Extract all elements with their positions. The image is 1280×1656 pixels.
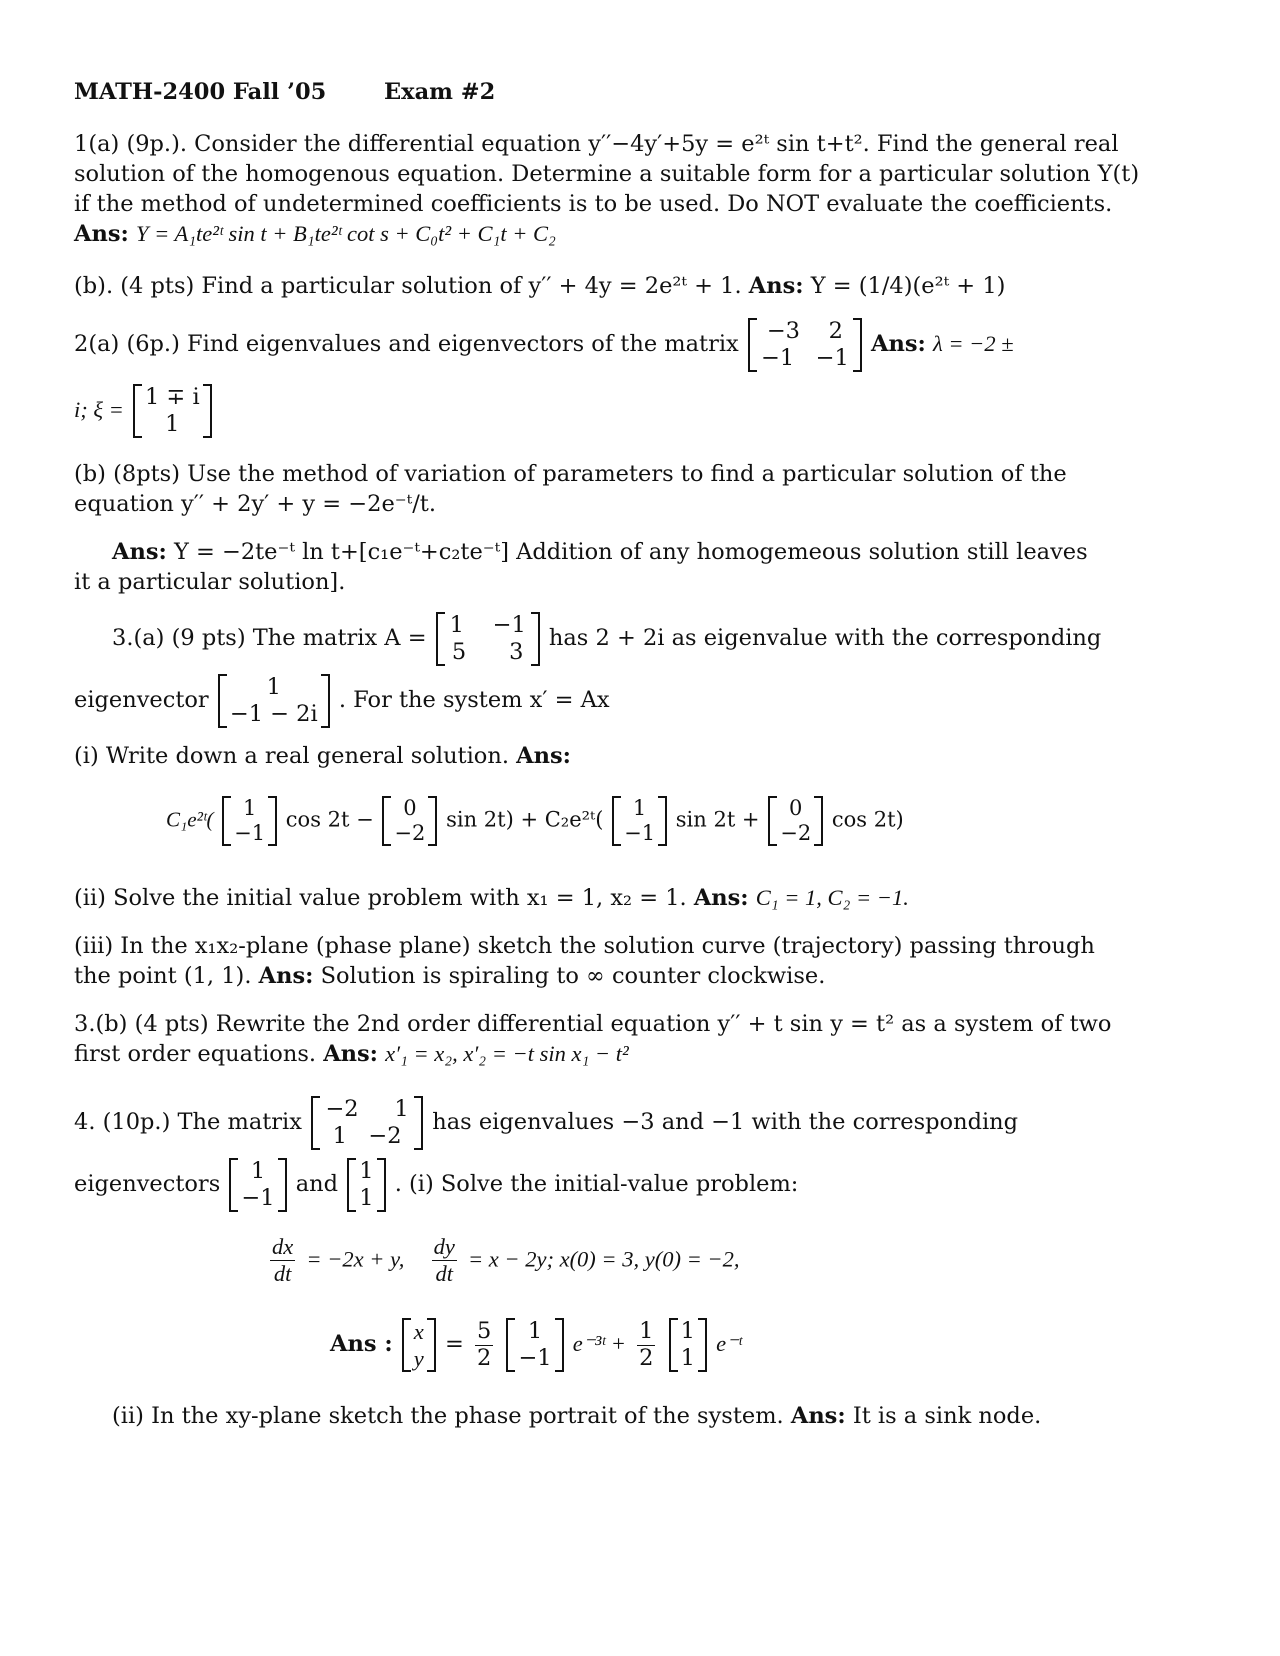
q2a-text: 2(a) (6p.) Find eigenvalues and eigenvectors of the matrix [74, 331, 739, 357]
q2b-answer-cont: it a particular solution]. [74, 569, 346, 595]
fraction-numerator: dy [433, 1234, 455, 1259]
q4-part-i: . (i) Solve the initial-value problem: [394, 1171, 799, 1197]
matrix-cell: −1 [492, 612, 526, 638]
vector-entry: 1 [632, 796, 647, 820]
vector-entry: 1 ∓ i [144, 384, 200, 410]
q3b-text: first order equations. [74, 1041, 317, 1067]
matrix-cell: 2 [828, 318, 843, 344]
matrix-cell: 1 [332, 1123, 347, 1149]
q4-answer [330, 1318, 742, 1372]
q3a-eigenvector [216, 674, 332, 728]
q1a-line-1: 1(a) (9p.). Consider the differential equation y′′−4y′+5y = e²ᵗ sin t+t². Find the general real [74, 131, 1119, 157]
vector-entry: y [413, 1346, 424, 1371]
q3a-part-i [74, 742, 571, 770]
q4-eigenvector-2 [345, 1158, 387, 1212]
fraction-denominator: 2 [639, 1344, 654, 1371]
q4-intro [74, 1096, 1018, 1150]
vector-entry: −1 [624, 821, 656, 846]
matrix-cell: −1 [815, 345, 849, 371]
q4-part-ii [112, 1402, 1041, 1430]
equation-1: = −2x + y, [306, 1246, 405, 1272]
solution-vector [380, 796, 439, 846]
course-title: MATH-2400 Fall ’05 [74, 79, 327, 105]
matrix-row [448, 639, 528, 666]
vector-entry: 1 [680, 1318, 695, 1344]
answer-label: Ans: [516, 743, 571, 769]
q3b-line-2 [74, 1040, 629, 1068]
exponential-term: e⁻³ᵗ + [572, 1331, 626, 1356]
q3b-line-1: 3.(b) (4 pts) Rewrite the 2nd order differential equation y′′ + t sin y = t² as a system of two [74, 1011, 1112, 1037]
vector-entry: 1 [242, 796, 257, 820]
q4-part-ii-text: (ii) In the xy-plane sketch the phase portrait of the system. [112, 1403, 784, 1429]
vector-entry: −1 [518, 1345, 552, 1371]
q1b-answer: Y = (1/4)(e²ᵗ + 1) [810, 273, 1006, 299]
q3a-intro [112, 612, 1101, 666]
fraction-numerator: dx [272, 1234, 294, 1259]
fraction-denominator: dt [273, 1260, 292, 1286]
q3a-system: . For the system x′ = Ax [338, 687, 610, 713]
coefficient-fraction [637, 1319, 655, 1372]
q2a [74, 318, 1014, 372]
q3a-part-ii [74, 884, 909, 912]
matrix-cell: −2 [325, 1096, 359, 1122]
matrix-cell: 1 [449, 612, 464, 638]
q3a-general-solution [166, 796, 904, 846]
q3a-part-iii-text: the point (1, 1). [74, 963, 252, 989]
q3a-part-ii-text: (ii) Solve the initial value problem with x₁ = 1, x₂ = 1. [74, 885, 687, 911]
fraction-numerator: 5 [476, 1317, 492, 1344]
q4-intro-text: 4. (10p.) The matrix [74, 1109, 302, 1135]
eigenvectors-label: eigenvectors [74, 1171, 221, 1197]
q2b-line-1: (b) (8pts) Use the method of variation of parameters to find a particular solution of the [74, 461, 1067, 487]
matrix-row [323, 1123, 411, 1150]
q3a-intro-text-2: has 2 + 2i as eigenvalue with the corresponding [548, 625, 1102, 651]
q2a-answer-cont-text: i; ξ = [74, 397, 124, 422]
q1b [74, 272, 1005, 300]
q1a-answer [74, 220, 556, 248]
q2b-answer [112, 538, 1088, 566]
q4-eigenvector-1 [227, 1158, 288, 1212]
q3a-part-iii-line-2 [74, 962, 825, 990]
solution-vector [610, 796, 669, 846]
and-text: and [295, 1171, 339, 1197]
q2a-answer-cont [74, 384, 214, 438]
q4-part-ii-answer: It is a sink node. [852, 1403, 1042, 1429]
q2a-matrix [746, 318, 864, 372]
vector-entry: 1 [250, 1158, 266, 1184]
answer-label: Ans: [871, 331, 926, 357]
matrix-cell: 3 [509, 639, 524, 665]
exam-title: Exam #2 [384, 79, 496, 105]
dx-dt-fraction [270, 1234, 295, 1287]
matrix-cell: −2 [368, 1123, 402, 1149]
answer-label: Ans : [330, 1331, 393, 1357]
solution-vector [766, 796, 825, 846]
q1b-text: (b). (4 pts) Find a particular solution of y′′ + 4y = 2e²ᵗ + 1. [74, 273, 742, 299]
answer-label: Ans: [112, 539, 167, 565]
equation-2: = x − 2y; x(0) = 3, y(0) = −2, [468, 1246, 740, 1272]
q4-system [266, 1234, 739, 1287]
matrix-row [323, 1096, 411, 1123]
q2a-eigenvector [131, 384, 214, 438]
solution-term: cos 2t) [831, 807, 904, 832]
vector-entry: 1 [359, 1158, 374, 1184]
q2b-answer-text: Y = −2te⁻ᵗ ln t+[c₁e⁻ᵗ+c₂te⁻ᵗ] Addition of any homogemeous solution still leaves [173, 539, 1088, 565]
answer-label: Ans: [74, 221, 129, 247]
vector-entry: −2 [780, 821, 812, 846]
vector-entry: −2 [394, 821, 426, 846]
matrix-row [760, 345, 850, 372]
q3b-answer: x′₁ = x₂, x′₂ = −t sin x₁ − t² [385, 1041, 629, 1066]
answer-lhs-vector [400, 1318, 438, 1372]
vector-entry: −1 [234, 821, 266, 846]
q1a-answer-text: Y = A₁te²ᵗ sin t + B₁te²ᵗ cot s + C₀t² + C₁t + C₂ [135, 221, 556, 246]
solution-term: sin 2t + [675, 807, 760, 832]
fraction-denominator: 2 [476, 1344, 492, 1371]
vector-entry: 0 [403, 796, 417, 820]
q3a-part-i-text: (i) Write down a real general solution. [74, 743, 509, 769]
vector-entry: −1 [241, 1185, 275, 1211]
answer-label: Ans: [258, 963, 314, 989]
equals-sign: = [444, 1331, 464, 1357]
solution-term: sin 2t) + C₂e²ᵗ( [446, 807, 604, 832]
answer-label: Ans: [693, 885, 749, 911]
vector-entry: x [413, 1319, 424, 1344]
dy-dt-fraction [432, 1234, 457, 1287]
q3a-matrix [434, 612, 542, 666]
matrix-cell: 5 [451, 639, 467, 665]
q2a-answer: λ = −2 ± [933, 331, 1014, 356]
vector-entry: 1 [165, 411, 180, 437]
answer-label: Ans: [323, 1041, 378, 1067]
vector-entry: 1 [359, 1185, 374, 1211]
q4-matrix [309, 1096, 425, 1150]
matrix-cell: −3 [766, 318, 800, 344]
exponential-term: e⁻ᵗ [716, 1331, 742, 1356]
answer-vector-2 [667, 1318, 709, 1372]
vector-entry: 1 [266, 674, 281, 700]
q1a-line-2: solution of the homogenous equation. Determine a suitable form for a particular solution Y(t) [74, 161, 1140, 187]
solution-term: C₁e²ᵗ( [166, 807, 214, 832]
q4-intro-text-2: has eigenvalues −3 and −1 with the corresponding [432, 1109, 1019, 1135]
vector-entry: −1 − 2i [229, 701, 318, 727]
q3a-eigenvector-line [74, 674, 610, 728]
solution-vector [220, 796, 279, 846]
answer-vector-1 [504, 1318, 565, 1372]
q3a-part-iii-answer: Solution is spiraling to ∞ counter clockwise. [320, 963, 826, 989]
matrix-row [448, 612, 528, 639]
matrix-row [760, 318, 850, 345]
vector-entry: 1 [680, 1345, 695, 1371]
solution-term: cos 2t − [285, 807, 374, 832]
q1a-line-3: if the method of undetermined coefficients is to be used. Do NOT evaluate the coefficients. [74, 191, 1113, 217]
vector-entry: 0 [789, 796, 803, 820]
matrix-cell: 1 [394, 1096, 409, 1122]
vector-entry: 1 [527, 1318, 543, 1344]
coefficient-fraction [475, 1319, 493, 1372]
q2b-line-2: equation y′′ + 2y′ + y = −2e⁻ᵗ/t. [74, 491, 436, 517]
answer-label: Ans: [748, 273, 804, 299]
q3a-part-ii-answer: C₁ = 1, C₂ = −1. [755, 885, 909, 910]
eigenvector-label: eigenvector [74, 687, 209, 713]
answer-label: Ans: [790, 1403, 846, 1429]
q4-eigenvectors [74, 1158, 798, 1212]
matrix-cell: −1 [760, 345, 795, 371]
fraction-denominator: dt [435, 1260, 453, 1286]
q3a-part-iii-line-1: (iii) In the x₁x₂-plane (phase plane) sketch the solution curve (trajectory) passing through [74, 933, 1095, 959]
q3a-intro-text: 3.(a) (9 pts) The matrix A = [112, 625, 427, 651]
fraction-numerator: 1 [639, 1317, 654, 1344]
